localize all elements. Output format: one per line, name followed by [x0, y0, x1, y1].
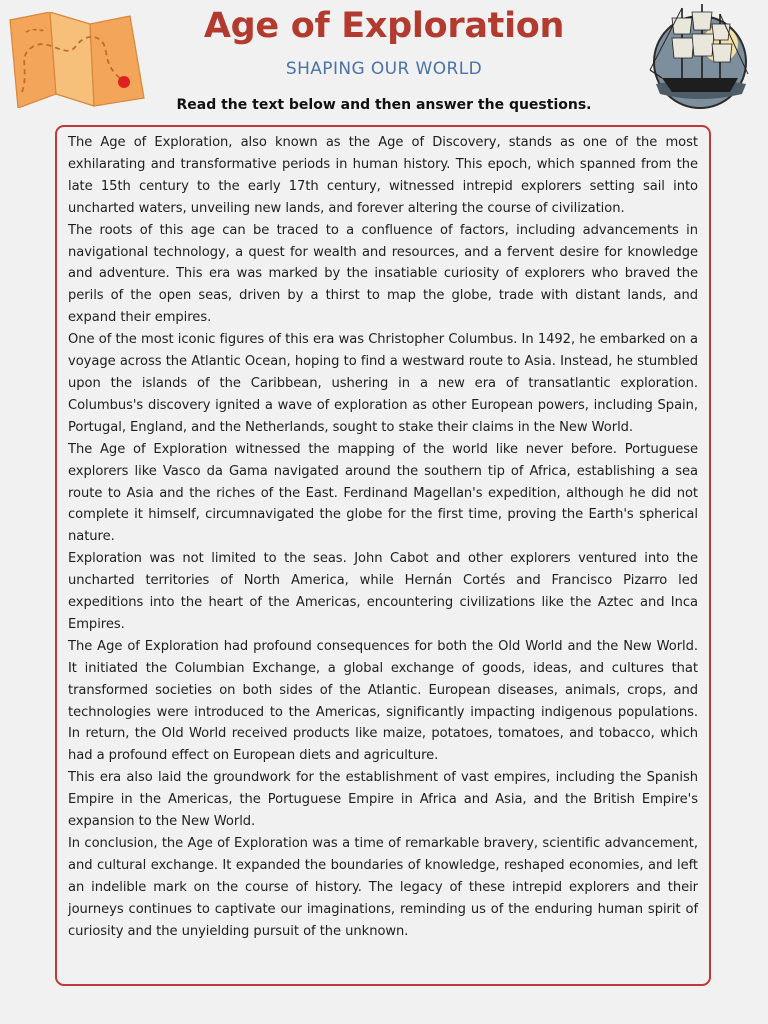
reading-passage-box	[55, 125, 711, 986]
passage-paragraph-7: This era also laid the groundwork for the establishment of vast empires, including the Spanish Empire in the Americas, the Portuguese Empire in Africa and Asia, and the British Empire's expansion to the New World.	[68, 770, 698, 830]
passage-paragraph-1: The Age of Exploration, also known as the Age of Discovery, stands as one of the most exhilarating and transformative periods in human history. This epoch, which spanned from the late 15th century to the early 17th century, witnessed intrepid explorers setting sail into uncharted waters, unveiling new lands, and forever altering the course of civilization.	[68, 135, 698, 216]
page-subtitle: SHAPING OUR WORLD	[285, 59, 483, 79]
passage-paragraph-6: The Age of Exploration had profound consequences for both the Old World and the New World. It initiated the Columbian Exchange, a global exchange of goods, ideas, and cultures that transformed societies on both sides of the Atlantic. European diseases, animals, crops, and technologies were introduced to the Americas, significantly impacting indigenous populations. In return, the Old World received products like maize, potatoes, tomatoes, and tobacco, which had a profound effect on European diets and agriculture.	[68, 638, 698, 764]
passage-paragraph-4: The Age of Exploration witnessed the mapping of the world like never before. Portuguese explorers like Vasco da Gama navigated around the southern tip of Africa, establishing a sea route to Asia and the riches of the East. Ferdinand Magellan's expedition, although he did not complete it himself, circumnavigated the globe for the first time, proving the Earth's spherical nature.	[68, 441, 698, 545]
passage-paragraph-5: Exploration was not limited to the seas. John Cabot and other explorers ventured into the uncharted territories of North America, while Hernán Cortés and Francisco Pizarro led expeditions into the heart of the Americas, encountering civilizations like the Aztec and Inca Empires.	[68, 551, 698, 632]
passage-paragraph-3: One of the most iconic figures of this era was Christopher Columbus. In 1492, he embarked on a voyage across the Atlantic Ocean, hoping to find a westward route to Asia. Instead, he stumbled upon the islands of the Caribbean, ushering in a new era of transatlantic exploration. Columbus's discovery ignited a wave of exploration as other European powers, including Spain, Portugal, England, and the Netherlands, sought to stake their claims in the New World.	[68, 332, 698, 435]
reading-instruction: Read the text below and then answer the questions.	[176, 97, 592, 113]
page-title: Age of Exploration	[203, 6, 565, 46]
passage-paragraph-2: The roots of this age can be traced to a confluence of factors, including advancements in navigational technology, a quest for wealth and resources, and a fervent desire for knowledge and adventure. This era was marked by the insatiable curiosity of explorers who braved the perils of the open seas, driven by a thirst to map the globe, trade with distant lands, and expand their empires.	[68, 222, 698, 326]
passage-paragraph-8: In conclusion, the Age of Exploration was a time of remarkable bravery, scientific advancement, and cultural exchange. It expanded the boundaries of knowledge, reshaped economies, and left an indelible mark on the course of history. The legacy of these intrepid explorers and their journeys continues to captivate our imaginations, reminding us of the enduring human spirit of curiosity and the unyielding pursuit of the unknown.	[68, 836, 698, 939]
